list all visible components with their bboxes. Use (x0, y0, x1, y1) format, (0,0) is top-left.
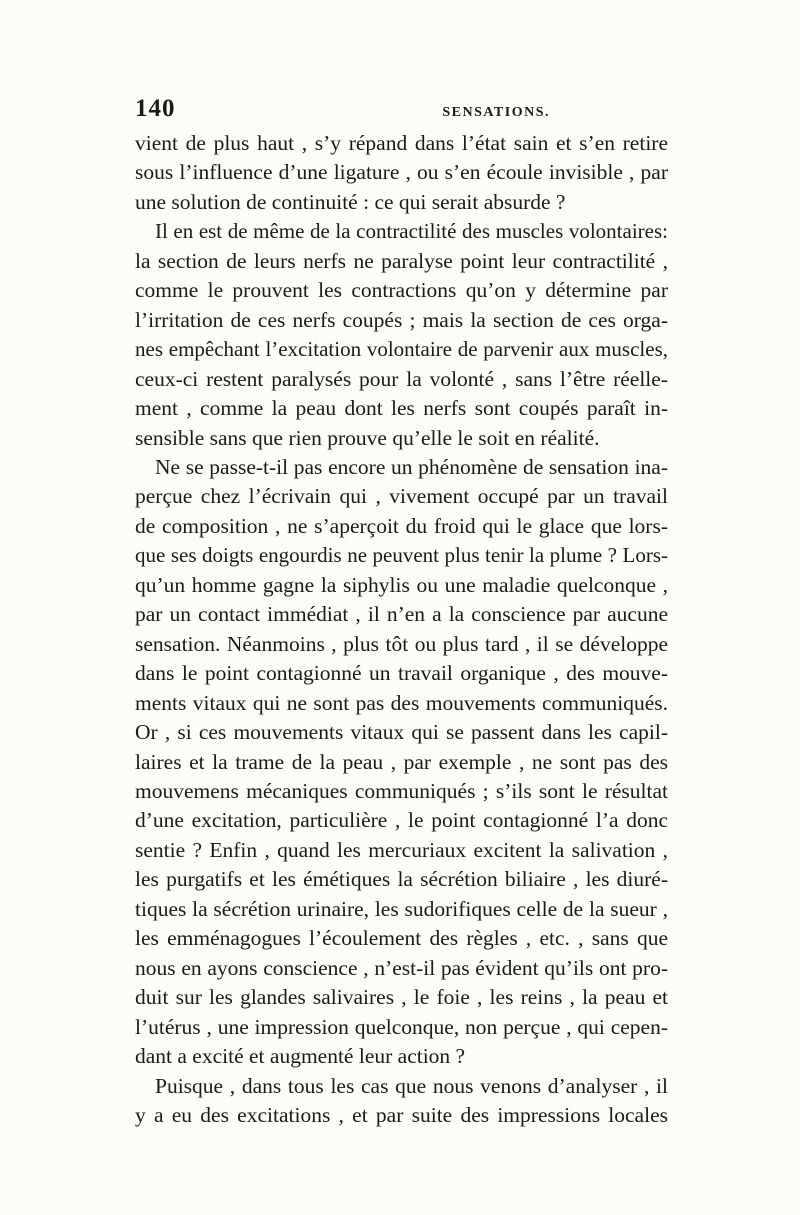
paragraph-1 (135, 129, 668, 217)
text-line: perçue chez l’écrivain qui , vivement occupé par un travail (135, 484, 668, 509)
text-line: sensible sans que rien prouve qu’elle le soit en réalité. (135, 425, 600, 450)
paragraph-3 (135, 453, 668, 1072)
text-line: mouvemens mécaniques communiqués ; s’ils sont le résultat (135, 778, 668, 803)
running-title: SENSATIONS. (442, 105, 550, 120)
text-line: Ne se passe-t-il pas encore un phénomène de sensation ina- (155, 454, 668, 479)
text-line: par un contact immédiat , il n’en a la conscience par aucune (135, 602, 668, 627)
text-line: de composition , ne s’aperçoit du froid qui le glace que lors- (135, 513, 668, 538)
text-line: une solution de continuité : ce qui serait absurde ? (135, 189, 566, 214)
paragraph-2 (135, 217, 668, 453)
text-line: duit sur les glandes salivaires , le foie , les reins , la peau et (135, 985, 668, 1010)
text-line: que ses doigts engourdis ne peuvent plus tenir la plume ? Lors- (135, 543, 668, 568)
text-line: l’utérus , une impression quelconque, non perçue , qui cepen- (135, 1014, 668, 1039)
text-line: y a eu des excitations , et par suite des impressions locales (135, 1102, 668, 1127)
text-line: ceux-ci restent paralysés pour la volonté , sans l’être réelle- (135, 366, 668, 391)
text-line: la section de leurs nerfs ne paralyse point leur contractilité , (135, 248, 668, 273)
text-line: laires et la trame de la peau , par exemple , ne sont pas des (135, 749, 668, 774)
text-line: sensation. Néanmoins , plus tôt ou plus tard , il se développe (135, 631, 668, 656)
text-line: les emménagogues l’écoulement des règles , etc. , sans que (135, 926, 668, 951)
text-line: sous l’influence d’une ligature , ou s’en écoule invisible , par (135, 160, 668, 185)
text-line: Puisque , dans tous les cas que nous venons d’analyser , il (155, 1073, 668, 1098)
text-line: comme le prouvent les contractions qu’on y détermine par (135, 278, 668, 303)
running-head (135, 95, 668, 129)
text-line: ment , comme la peau dont les nerfs sont coupés paraît in- (135, 396, 668, 421)
paragraph-4 (135, 1072, 668, 1131)
text-line: Or , si ces mouvements vitaux qui se passent dans les capil- (135, 720, 668, 745)
text-line: d’une excitation, particulière , le point contagionné l’a donc (135, 808, 668, 833)
text-line: vient de plus haut , s’y répand dans l’état sain et s’en retire (135, 131, 668, 155)
text-line: nes empêchant l’excitation volontaire de parvenir aux muscles, (135, 337, 668, 362)
text-line: ments vitaux qui ne sont pas des mouvements communiqués. (135, 690, 668, 715)
text-line: sentie ? Enfin , quand les mercuriaux excitent la salivation , (135, 837, 668, 862)
page-number: 140 (135, 95, 176, 122)
text-line: tiques la sécrétion urinaire, les sudorifiques celle de la sueur , (135, 896, 668, 921)
text-block (135, 95, 668, 1130)
text-line: les purgatifs et les émétiques la sécrétion biliaire , les diuré- (135, 867, 668, 892)
text-line: dans le point contagionné un travail organique , des mouve- (135, 661, 668, 686)
text-line: dant a excité et augmenté leur action ? (135, 1044, 466, 1069)
text-line: qu’un homme gagne la siphylis ou une maladie quelconque , (135, 572, 668, 597)
text-line: nous en ayons conscience , n’est-il pas évident qu’ils ont pro- (135, 955, 668, 980)
text-line: Il en est de même de la contractilité des muscles volontaires: (155, 219, 668, 244)
text-line: l’irritation de ces nerfs coupés ; mais la section de ces orga- (135, 307, 668, 332)
